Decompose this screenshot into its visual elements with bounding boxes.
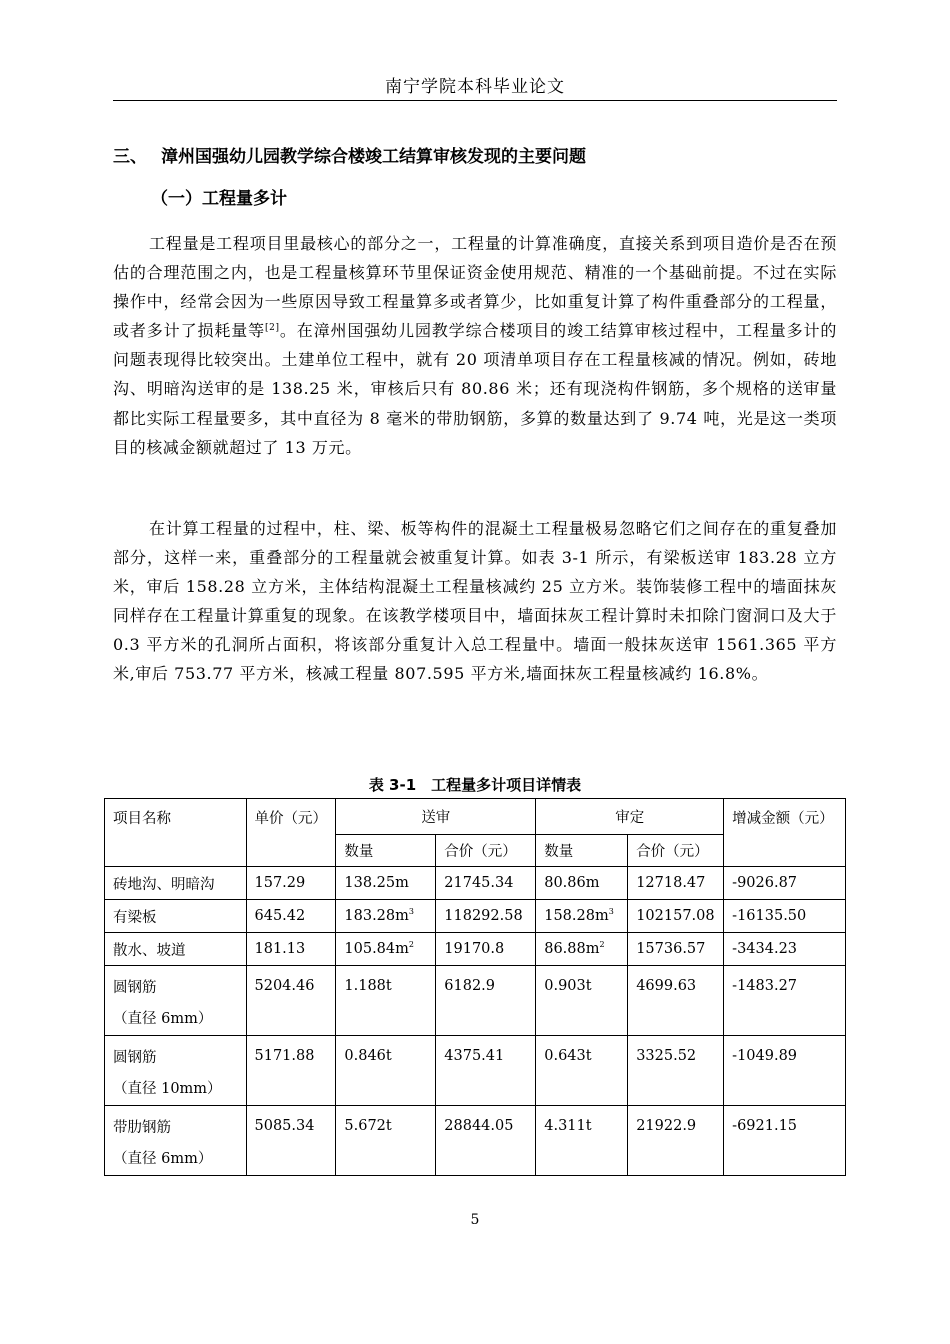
page-number: 5 <box>470 1212 480 1228</box>
quantity-table <box>104 798 846 1176</box>
cell-app-qty: 4.311t <box>536 1106 628 1176</box>
table-row <box>105 900 846 933</box>
header-approved: 审定 <box>536 799 724 835</box>
cell-app-total: 4699.63 <box>628 966 724 1036</box>
table-row <box>105 867 846 900</box>
cell-name-line2: （直径 10mm） <box>113 1081 222 1097</box>
running-header: 南宁学院本科毕业论文 <box>385 77 565 97</box>
paragraph-2: 在计算工程量的过程中，柱、梁、板等构件的混凝土工程量极易忽略它们之间存在的重复叠加部分，这样一来，重叠部分的工程量就会被重复计算。如表 3-1 所示，有梁板送审 183.28 立方米，审后 158.28 立方米，主体结构混凝土工程量核减约 25 立方米。装饰装修工程中的墙面抹灰同样存在工程量计算重复的现象。在该教学楼项目中，墙面抹灰工程计算时未扣除门窗洞口及大于 0.3 平方米的孔洞所占面积，将该部分重复计入总工程量中。墙面一般抹灰送审 1561.365 平方米,审后 753.77 平方米，核减工程量 807.595 平方米,墙面抹灰工程量核减约 16.8%。 <box>113 519 837 684</box>
cell-name <box>105 966 247 1036</box>
cell-name-line2: （直径 6mm） <box>113 1011 213 1027</box>
section-title: 漳州国强幼儿园教学综合楼竣工结算审核发现的主要问题 <box>161 147 586 167</box>
cell-app-total: 21922.9 <box>628 1106 724 1176</box>
cell-name: 有梁板 <box>105 900 247 933</box>
cell-app-total: 102157.08 <box>628 900 724 933</box>
subsection-heading: （一）工程量多计 <box>151 189 287 209</box>
header-sub-qty: 数量 <box>336 835 436 867</box>
cell-sub-qty: 1.188t <box>336 966 436 1036</box>
table-row <box>105 933 846 966</box>
citation-ref: [2] <box>265 323 280 334</box>
cell-app-qty: 80.86m <box>536 867 628 900</box>
cell-sub-total: 118292.58 <box>436 900 536 933</box>
header-diff: 增减金额（元） <box>724 799 846 867</box>
header-name: 项目名称 <box>105 799 247 867</box>
cell-sub-total: 19170.8 <box>436 933 536 966</box>
paragraph-1-part-a: 工程量是工程项目里最核心的部分之一，工程量的计算准确度，直接关系到项目造价是否在预估的合理范围之内，也是工程量核算环节里保证资金使用规范、精准的一个基础前提。不过在实际操作中，经常会因为一些原因导致工程量算多或者算少，比如重复计算了构件重叠部分的工程量，或者多计了损耗量等 <box>113 234 837 341</box>
cell-sub-total: 21745.34 <box>436 867 536 900</box>
cell-app-qty: 0.903t <box>536 966 628 1036</box>
cell-app-total: 12718.47 <box>628 867 724 900</box>
cell-name-line1: 圆钢筋 <box>113 980 157 996</box>
table-header-row <box>105 799 846 835</box>
cell-sub-qty-value: 105.84m <box>344 941 409 957</box>
cell-app-total: 15736.57 <box>628 933 724 966</box>
table-row <box>105 1106 846 1176</box>
cell-name <box>105 1106 247 1176</box>
table-row <box>105 966 846 1036</box>
header-app-qty: 数量 <box>536 835 628 867</box>
cell-price: 181.13 <box>246 933 336 966</box>
section-number: 三、 <box>113 147 147 167</box>
unit-exponent: 3 <box>408 907 414 916</box>
unit-exponent: 2 <box>599 940 605 949</box>
cell-diff: -1483.27 <box>724 966 846 1036</box>
table-row <box>105 1036 846 1106</box>
cell-sub-total: 4375.41 <box>436 1036 536 1106</box>
cell-app-total: 3325.52 <box>628 1036 724 1106</box>
section-heading <box>113 142 586 167</box>
header-sub-total: 合价（元） <box>436 835 536 867</box>
paragraph-1 <box>113 229 837 462</box>
header-unit-price: 单价（元） <box>246 799 336 867</box>
cell-sub-qty: 0.846t <box>336 1036 436 1106</box>
cell-sub-qty: 5.672t <box>336 1106 436 1176</box>
cell-sub-qty <box>336 933 436 966</box>
cell-price: 5171.88 <box>246 1036 336 1106</box>
cell-app-qty <box>536 933 628 966</box>
cell-price: 5085.34 <box>246 1106 336 1176</box>
cell-name-line2: （直径 6mm） <box>113 1151 213 1167</box>
cell-name: 散水、坡道 <box>105 933 247 966</box>
cell-app-qty-value: 86.88m <box>544 941 600 957</box>
header-rule <box>113 100 837 101</box>
paragraph-1-part-b: 。在漳州国强幼儿园教学综合楼项目的竣工结算审核过程中，工程量多计的问题表现得比较突出。土建单位工程中，就有 20 项清单项目存在工程量核减的情况。例如，砖地沟、明暗沟送审的是 138.25 米，审核后只有 80.86 米；还有现浇构件钢筋，多个规格的送审量都比实际工程量要多，其中直径为 8 毫米的带肋钢筋，多算的数量达到了 9.74 吨，光是这一类项目的核减金额就超过了 13 万元。 <box>113 321 837 457</box>
cell-name: 砖地沟、明暗沟 <box>105 867 247 900</box>
cell-sub-qty-value: 183.28m <box>344 908 409 924</box>
cell-sub-qty <box>336 900 436 933</box>
cell-sub-total: 28844.05 <box>436 1106 536 1176</box>
cell-name <box>105 1036 247 1106</box>
cell-app-qty <box>536 900 628 933</box>
header-submitted: 送审 <box>336 799 536 835</box>
cell-diff: -9026.87 <box>724 867 846 900</box>
cell-diff: -6921.15 <box>724 1106 846 1176</box>
cell-app-qty-value: 158.28m <box>544 908 609 924</box>
cell-price: 645.42 <box>246 900 336 933</box>
cell-sub-total: 6182.9 <box>436 966 536 1036</box>
cell-price: 157.29 <box>246 867 336 900</box>
cell-diff: -16135.50 <box>724 900 846 933</box>
unit-exponent: 2 <box>408 940 414 949</box>
cell-name-line1: 带肋钢筋 <box>113 1120 171 1136</box>
cell-diff: -1049.89 <box>724 1036 846 1106</box>
unit-exponent: 3 <box>608 907 614 916</box>
cell-price: 5204.46 <box>246 966 336 1036</box>
header-app-total: 合价（元） <box>628 835 724 867</box>
cell-name-line1: 圆钢筋 <box>113 1050 157 1066</box>
table-caption: 表 3-1 工程量多计项目详情表 <box>368 776 582 794</box>
cell-app-qty: 0.643t <box>536 1036 628 1106</box>
cell-diff: -3434.23 <box>724 933 846 966</box>
cell-sub-qty: 138.25m <box>336 867 436 900</box>
